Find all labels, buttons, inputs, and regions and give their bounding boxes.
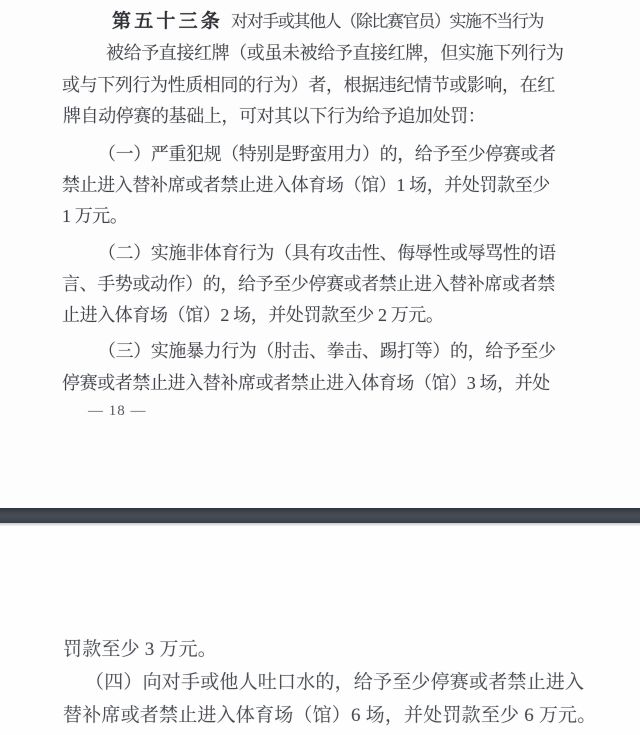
doc-line-item-2: （二）实施非体育行为（具有攻击性、侮辱性或辱骂性的语 bbox=[98, 243, 556, 263]
doc-line: 替补席或者禁止进入体育场（馆）6 场，并处罚款至少 6 万元。 bbox=[63, 705, 597, 726]
doc-line: 被给予直接红牌（或虽未被给予直接红牌，但实施下列行为 bbox=[106, 43, 564, 63]
doc-line-item-4: （四）向对手或他人吐口水的，给予至少停赛或者禁止进入 bbox=[85, 672, 585, 693]
page-number: — 18 — bbox=[88, 403, 147, 419]
doc-line-item-1: （一）严重犯规（特别是野蛮用力）的，给予至少停赛或者 bbox=[98, 144, 556, 164]
document-page-19 bbox=[0, 526, 640, 735]
doc-line: 止进入体育场（馆）2 场，并处罚款至少 2 万元。 bbox=[62, 305, 444, 325]
doc-line: 言、手势或动作）的，给予至少停赛或者禁止进入替补席或者禁 bbox=[62, 274, 555, 294]
doc-line-item-3: （三）实施暴力行为（肘击、拳击、踢打等）的，给予至少 bbox=[98, 341, 556, 361]
doc-line: 停赛或者禁止进入替补席或者禁止进入体育场（馆）3 场，并处 bbox=[62, 373, 550, 393]
article-heading-text: 对对手或其他人（除比赛官员）实施不当行为 bbox=[231, 12, 544, 31]
doc-line-item-3-continuation: 罚款至少 3 万元。 bbox=[63, 639, 218, 660]
doc-line: 或与下列行为性质相同的行为）者，根据违纪情节或影响，在红 bbox=[62, 75, 555, 95]
doc-line: 牌自动停赛的基础上，可对其以下行为给予追加处罚： bbox=[63, 106, 486, 126]
article-heading-line bbox=[112, 9, 543, 34]
doc-line: 禁止进入替补席或者禁止进入体育场（馆）1 场，并处罚款至少 bbox=[62, 175, 550, 195]
page-separator-bar bbox=[0, 508, 640, 523]
doc-line: 1 万元。 bbox=[62, 206, 128, 226]
article-number: 第五十三条 bbox=[112, 11, 224, 32]
